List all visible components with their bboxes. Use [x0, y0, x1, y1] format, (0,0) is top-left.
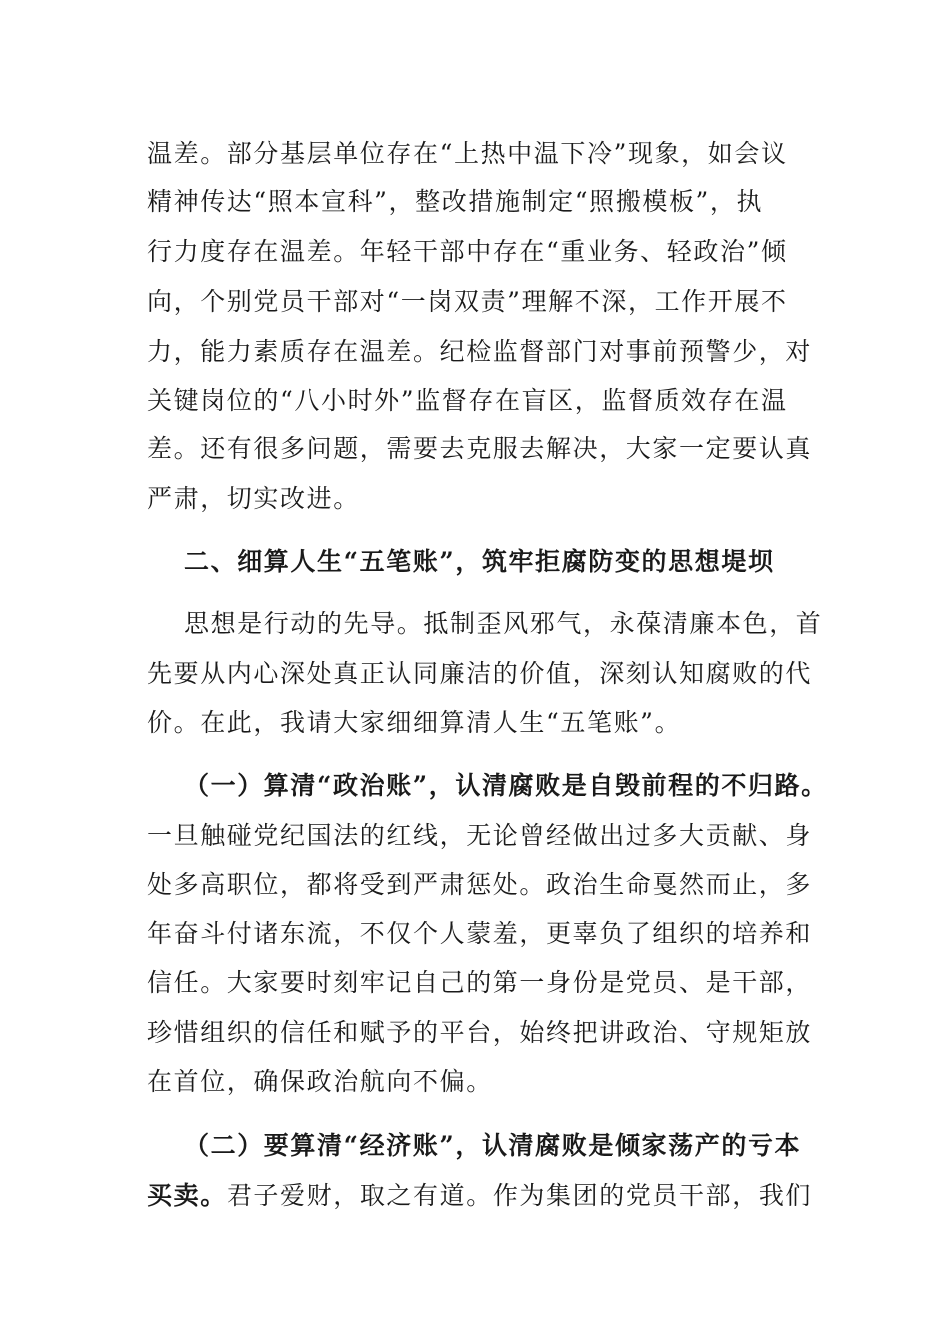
paragraph-line: 关键岗位的“八小时外”监督存在盲区，监督质效存在温	[147, 386, 788, 415]
paragraph-line: 精神传达“照本宣科”，整改措施制定“照搬模板”，执	[147, 187, 764, 216]
section-heading: 二、细算人生“五笔账”，筑牢拒腐防变的思想堤坝	[184, 547, 775, 576]
paragraph-line: 珍惜组织的信任和赋予的平台，始终把讲政治、守规矩放	[147, 1018, 813, 1047]
paragraph-text: 君子爱财，取之有道。作为集团的党员干部，我们	[226, 1181, 813, 1210]
paragraph-line: 严肃，切实改进。	[147, 484, 360, 513]
paragraph-line: 向，个别党员干部对“一岗双责”理解不深，工作开展不	[147, 287, 788, 316]
paragraph-line: 年奋斗付诸东流，不仅个人蒙羞，更辜负了组织的培养和	[147, 919, 813, 948]
paragraph-line: 思想是行动的先导。抵制歪风邪气，永葆清廉本色，首	[184, 609, 823, 638]
paragraph-line: 处多高职位，都将受到严肃惩处。政治生命戛然而止，多	[147, 870, 813, 899]
paragraph-line: 先要从内心深处真正认同廉洁的价值，深刻认知腐败的代	[147, 659, 813, 688]
paragraph-line: 力，能力素质存在温差。纪检监督部门对事前预警少，对	[147, 337, 813, 366]
paragraph-line	[147, 1180, 827, 1212]
paragraph-line: 一旦触碰党纪国法的红线，无论曾经做出过多大贡献、身	[147, 821, 813, 850]
subsection-title-2: （二）要算清“经济账”，认清腐败是倾家荡产的亏本	[184, 1131, 802, 1160]
subsection-title-1: （一）算清“政治账”，认清腐败是自毁前程的不归路。	[184, 771, 828, 800]
subsection-title-2-end: 买卖。	[147, 1181, 227, 1210]
paragraph-line: 差。还有很多问题，需要去克服去解决，大家一定要认真	[147, 434, 813, 463]
paragraph-line: 信任。大家要时刻牢记自己的第一身份是党员、是干部，	[147, 968, 813, 997]
paragraph-line: 行力度存在温差。年轻干部中存在“重业务、轻政治”倾	[147, 237, 788, 266]
paragraph-line: 温差。部分基层单位存在“上热中温下冷”现象，如会议	[147, 139, 788, 168]
paragraph-line: 价。在此，我请大家细细算清人生“五笔账”。	[147, 708, 682, 737]
paragraph-line: 在首位，确保政治航向不偏。	[147, 1067, 493, 1096]
